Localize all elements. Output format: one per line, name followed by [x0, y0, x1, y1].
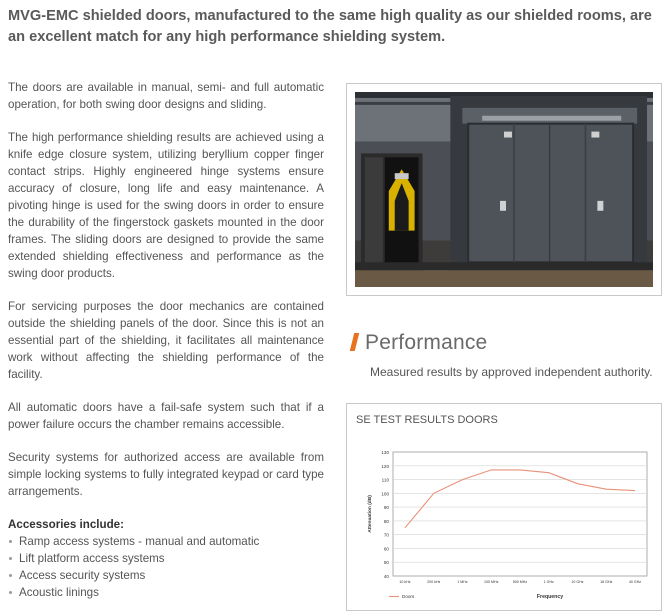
x-tick-label: 10 GHz [571, 580, 584, 584]
x-tick-label: 100 MHz [484, 580, 499, 584]
y-tick-label: 100 [381, 491, 389, 497]
plot-area [393, 452, 647, 576]
list-item: Ramp access systems - manual and automatic [8, 533, 324, 550]
y-tick-label: 90 [383, 505, 389, 511]
x-axis-label: Frequency [536, 594, 564, 600]
accessories-list [8, 533, 324, 601]
accessories-heading: Accessories include: [8, 518, 124, 531]
accent-bar-icon [350, 333, 359, 351]
performance-subtitle: Measured results by approved independent authority. [370, 365, 653, 379]
list-item: Lift platform access systems [8, 550, 324, 567]
x-tick-label: 1 GHz [543, 580, 554, 584]
y-tick-label: 130 [381, 450, 389, 455]
body-text-column [8, 79, 324, 601]
paragraph-failsafe: All automatic doors have a fail-safe system such that if a power failure occurs the chamber remains accessible. [8, 401, 324, 431]
door-photo-frame [346, 83, 662, 296]
chart-box-title: SE TEST RESULTS DOORS [356, 414, 498, 426]
headline: MVG-EMC shielded doors, manufactured to the same high quality as our shielded rooms, are an excellent match for any high performance shielding system. [8, 8, 652, 45]
y-tick-label: 110 [381, 477, 389, 483]
x-tick-label: 200 kHz [427, 580, 441, 584]
x-tick-label: 1 MHz [457, 580, 468, 584]
legend-label: Doors [402, 594, 415, 599]
y-tick-label: 60 [383, 546, 389, 552]
list-item: Acoustic linings [8, 584, 324, 601]
performance-title-text: Performance [365, 331, 488, 354]
paragraph-security: Security systems for authorized access are available from simple locking systems to fully integrated keypad or card type arrangements. [8, 451, 324, 498]
paragraph-shielding: The high performance shielding results are achieved using a knife edge closure system, utilizing beryllium copper finger contact strips. Highly engineered hinge systems ensure accuracy of closure, long life and easy maintenance. A pivoting hinge is used for the swing doors in order to ensure the durability of the fingerstock gaskets mounted in the door frames. The sliding doors are designed to provide the same extended shielding effectiveness and performance as the swing door products. [8, 131, 324, 280]
y-axis-label: Attenuation (dB) [368, 495, 373, 533]
paragraph-servicing: For servicing purposes the door mechanics are contained outside the shielding panels of the door. Since this is not an essential part of the shielding, it facilitates all maintenance work without affecting the shielding performance of the facility. [8, 300, 324, 381]
y-tick-label: 40 [383, 574, 389, 579]
chart-box [346, 403, 662, 611]
list-item: Access security systems [8, 567, 324, 584]
x-tick-label: 18 GHz [600, 580, 613, 584]
y-tick-label: 120 [381, 463, 389, 469]
x-tick-label: 40 GHz [628, 580, 642, 584]
y-tick-label: 70 [383, 532, 389, 538]
paragraph-operation: The doors are available in manual, semi- and full automatic operation, for both swing door designs and sliding. [8, 81, 324, 111]
shielded-door-photo [355, 92, 653, 287]
performance-title [352, 331, 487, 359]
y-tick-label: 50 [383, 560, 389, 566]
x-tick-label: 10 kHz [399, 580, 411, 584]
x-tick-label: 500 MHz [512, 580, 528, 584]
se-test-results-chart [347, 404, 661, 610]
y-tick-label: 80 [383, 518, 389, 524]
